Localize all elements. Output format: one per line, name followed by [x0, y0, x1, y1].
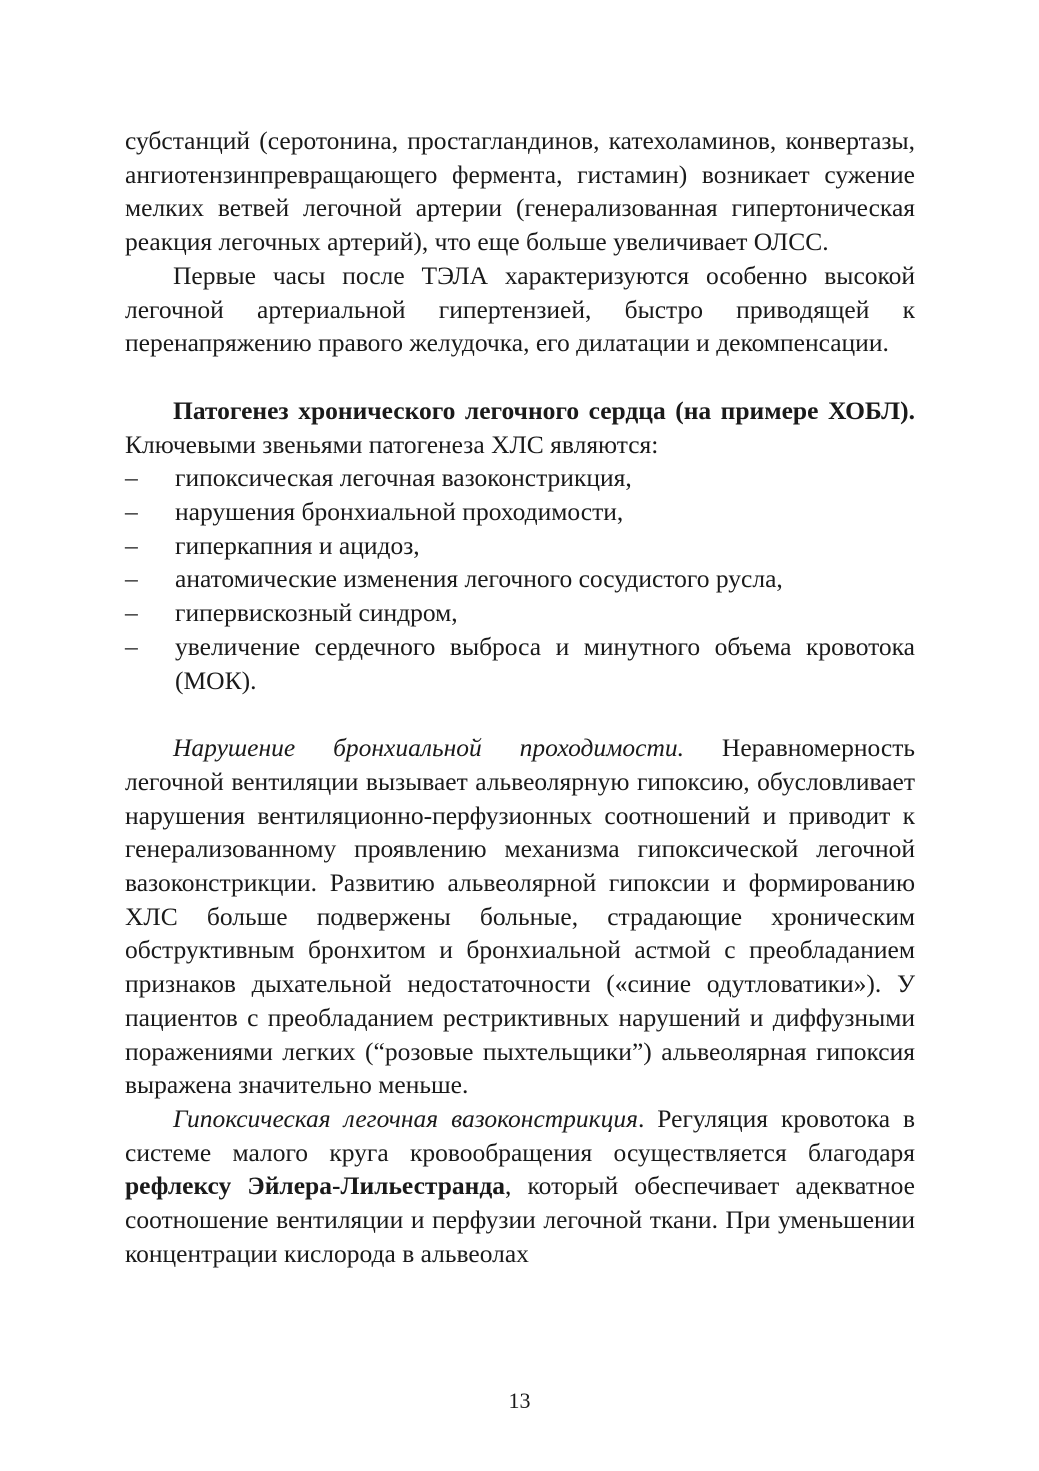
paragraph-1-text: субстанций (серотонина, простагландинов, катехоламинов, конвертазы, ангиотензинпревращающего фермента, гистамин) возникает сужение мелких ветвей легочной артерии (генерализованная гипертоническая реакция легочных артерий), что еще больше увеличивает ОЛСС. [125, 126, 915, 257]
paragraph-2-text: Первые часы после ТЭЛА характеризуются особенно высокой легочной артериальной гипертензией, быстро приводящей к перенапряжению правого желудочка, его дилатации и декомпенсации. [125, 260, 915, 358]
list-item [125, 562, 915, 596]
paragraph-1 [125, 124, 915, 259]
spacer [125, 360, 915, 394]
paragraph-4-text: Неравномерность легочной вентиляции вызывает альвеолярную гипоксию, обусловливает нарушения вентиляционно-перфузионных соотношений и приводит к генерализованному проявлению механизма гипоксической легочной вазоконстрикции. Развитию альвеолярной гипоксии и формированию ХЛС больше подвержены больные, страдающие хроническим обструктивным бронхитом и бронхиальной астмой с преобладанием признаков дыхательной недостаточности («синие одутловатики»). У пациентов с преобладанием рестриктивных нарушений и диффузными поражениями легких (“розовые пыхтельщики”) альвеолярная гипоксия выражена значительно меньше. [125, 733, 915, 1100]
paragraph-5-text-b: , который обеспечивает адекватное соотношение вентиляции и перфузии легочной ткани. При уменьшении концентрации кислорода в альвеолах [125, 1171, 915, 1268]
list-item-text: гиперкапния и ацидоз, [175, 530, 420, 560]
dash-marker: – [125, 530, 138, 560]
dash-marker: – [125, 631, 138, 661]
paragraph-5 [125, 1102, 915, 1271]
list-item-text: гипоксическая легочная вазоконстрикция, [175, 463, 632, 493]
reflex-term: рефлексу Эйлера-Лильестранда [125, 1171, 505, 1201]
dash-marker: – [125, 564, 138, 594]
subsection-title-vasoconstriction: Гипоксическая легочная вазоконстрикция [173, 1103, 638, 1133]
list-item-text: анатомические изменения легочного сосудистого русла, [175, 564, 783, 594]
spacer [125, 697, 915, 731]
paragraph-3 [125, 394, 915, 461]
list-item [125, 596, 915, 630]
paragraph-3-text: Ключевыми звеньями патогенеза ХЛС являются: [125, 429, 659, 459]
list-item-text: гипервискозный синдром, [175, 598, 458, 628]
paragraph-2 [125, 259, 915, 360]
list-item [125, 529, 915, 563]
pathogenesis-list [125, 461, 915, 697]
list-item [125, 630, 915, 697]
dash-marker: – [125, 497, 138, 527]
subsection-title-bronchial: Нарушение бронхиальной проходимости. [173, 733, 685, 763]
list-item-text: увеличение сердечного выброса и минутного объема кровотока (МОК). [175, 631, 915, 695]
paragraph-5-text-a: . Регуляция кровотока в системе малого круга кровообращения осуществляется благодаря [125, 1103, 915, 1167]
list-item-text: нарушения бронхиальной проходимости, [175, 497, 624, 527]
paragraph-4 [125, 731, 915, 1102]
dash-marker: – [125, 598, 138, 628]
section-heading: Патогенез хронического легочного сердца (на примере ХОБЛ). [173, 395, 915, 425]
page-number: 13 [508, 1388, 531, 1413]
dash-marker: – [125, 463, 138, 493]
list-item [125, 461, 915, 495]
page-body [125, 124, 915, 1271]
list-item [125, 495, 915, 529]
